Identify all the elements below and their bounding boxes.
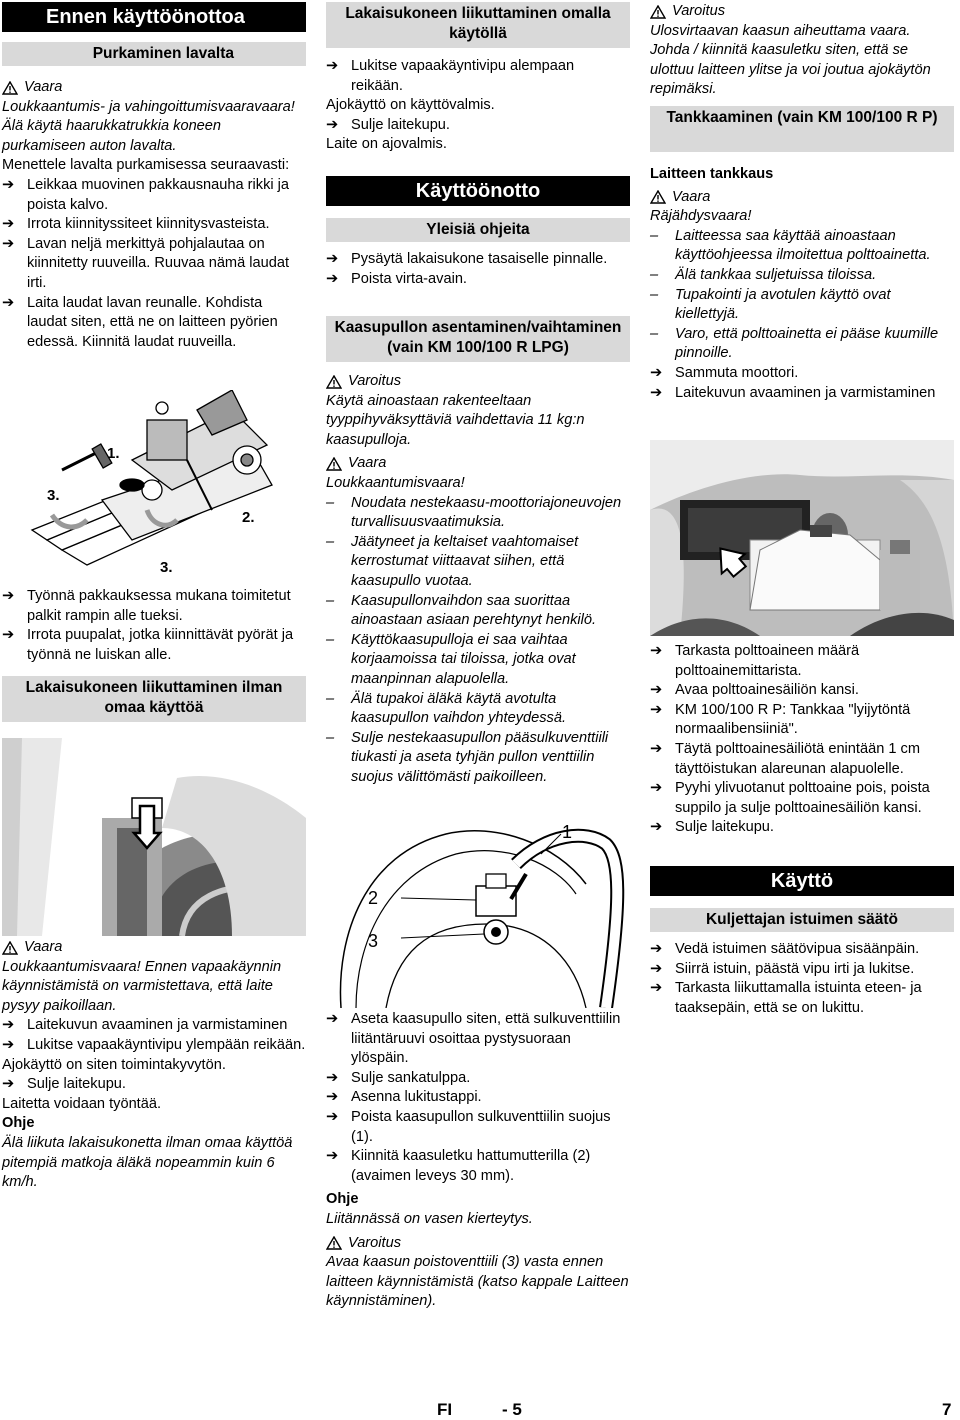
arrow-icon: ➔ (2, 176, 15, 193)
warning-triangle-icon (2, 81, 18, 95)
arrow-icon: ➔ (326, 1089, 339, 1106)
list-item: ➔ Tarkasta polttoaineen määrä polttoainemittarista. (650, 642, 954, 681)
list-item: ➔ Poista virta-avain. (326, 270, 630, 290)
list-item: ➔ Sulje laitekupu. (326, 116, 630, 136)
warning-label: Vaara (24, 939, 63, 955)
heading: Laitteen tankkaus (650, 166, 774, 182)
list-item: – Tupakointi ja avotulen käyttö ovat kiellettyjä. (650, 286, 891, 323)
warning-triangle-icon (326, 375, 342, 389)
warning-text: Ulosvirtaavan kaasun aiheuttama vaara. Johda / kiinnitä kaasuletku siten, että se ulottuu laitteen ylitse ja voi joutua ajokäytön repimäksi. (650, 22, 931, 98)
pallet-unloading-figure (2, 390, 302, 580)
warning-text: Loukkaantumis- ja vahingoittumisvaaravaara! Älä käytä haarukkatrukkia koneen purkamiseen auton lavalta. (2, 98, 295, 154)
arrow-icon: ➔ (650, 819, 663, 836)
warning-triangle-icon (2, 941, 18, 955)
arrow-icon: ➔ (650, 960, 663, 977)
list-item: ➔ Sulje laitekupu. (2, 1075, 306, 1095)
arrow-icon: ➔ (650, 384, 663, 401)
footer-language: FI (437, 1400, 453, 1419)
warning-text: Räjähdysvaara! (650, 208, 752, 225)
figure-label: 1. (107, 445, 120, 462)
warning-label: Vaara (24, 79, 63, 95)
arrow-icon: ➔ (326, 1108, 339, 1125)
warning-label: Vaara (348, 455, 387, 472)
arrow-icon: ➔ (2, 294, 15, 311)
footer-page: - 5 (502, 1400, 522, 1419)
arrow-icon: ➔ (650, 364, 663, 381)
freewheel-lever-photo (2, 738, 306, 936)
arrow-icon: ➔ (326, 1069, 339, 1086)
arrow-icon: ➔ (326, 251, 339, 267)
list-item: – Varo, että polttoainetta ei pääse kuumille pinnoille. (650, 325, 939, 362)
list-item: ➔ Pysäytä lakaisukone tasaiselle pinnalle. (326, 250, 630, 270)
subsection-title: Kaasupullon asentaminen/vaihtaminen (vain KM 100/100 R LPG) (326, 316, 630, 362)
list-item: ➔ Täytä polttoainesäiliötä enintään 1 cm täyttöistukan alareunan alapuolelle. (650, 740, 954, 779)
list-item: ➔ KM 100/100 R P: Tankkaa "lyijytöntä normaalibensiiniä". (650, 701, 954, 740)
subsection-title: Lakaisukoneen liikuttaminen omalla käytöllä (326, 2, 630, 48)
arrow-icon: ➔ (326, 1148, 339, 1165)
list-item: – Laitteessa saa käyttää ainoastaan käyttöohjeessa ilmoitettua polttoainetta. (650, 227, 931, 264)
gas-bottle-valve-figure (326, 814, 630, 1008)
list-item: ➔ Laitekuvun avaaminen ja varmistaminen (650, 384, 954, 404)
arrow-icon: ➔ (326, 58, 339, 74)
list-item: ➔ Pyyhi ylivuotanut polttoaine pois, poista suppilo ja sulje polttoainesäiliön kansi. (650, 779, 954, 818)
list-item: ➔ Laitekuvun avaaminen ja varmistaminen (2, 1016, 306, 1036)
arrow-icon: ➔ (650, 682, 663, 699)
arrow-icon: ➔ (650, 780, 663, 797)
list-item: – Älä tupakoi äläkä käytä avotulta kaasupullon vaihdon yhteydessä. (326, 690, 567, 727)
subsection-title: Lakaisukoneen liikuttaminen ilman omaa käyttöä (2, 676, 306, 722)
figure-label: 1 (562, 822, 573, 842)
list-item: – Jäätyneet ja keltaiset vaahtomaiset kerrostumat viittaavat siihen, että kaasupullo vuotaa. (326, 533, 579, 589)
arrow-icon: ➔ (650, 701, 663, 718)
section-title: Käyttöönotto (326, 176, 630, 206)
section-title: Käyttö (650, 866, 954, 896)
list-item: ➔ Sammuta moottori. (650, 364, 954, 384)
intro-text: Menettele lavalta purkamisessa seuraavasti: (2, 157, 290, 174)
warning-label: Varoitus (348, 373, 401, 389)
list-item: – Kaasupullonvaihdon saa suorittaa ainoastaan asiaan perehtynyt henkilö. (326, 592, 597, 629)
list-item: ➔ Lukitse vapaakäyntivipu alempaan reikään. (326, 57, 630, 96)
footer-page-number: 7 (942, 1400, 952, 1419)
arrow-icon: ➔ (2, 627, 15, 644)
list-item: ➔ Lavan neljä merkittyä pohjalautaa on kiinnitetty ruuveilla. Ruuvaa nämä laudat irti. (2, 235, 306, 294)
figure-label: 3. (160, 559, 173, 576)
list-item: ➔ Irrota kiinnityssiteet kiinnitysvasteista. (2, 215, 306, 235)
arrow-icon: ➔ (650, 941, 663, 957)
list-item: ➔ Työnnä pakkauksessa mukana toimitetut palkit rampin alle tueksi. (2, 587, 306, 626)
list-item: – Noudata nestekaasu-moottoriajoneuvojen turvallisuusvaatimuksia. (326, 494, 622, 531)
figure-label: 3 (368, 931, 379, 951)
status-text: Ajokäyttö on siten toimintakyvytön. (2, 1056, 226, 1073)
warning-label: Vaara (672, 188, 711, 205)
status-text: Ajokäyttö on käyttövalmis. (326, 97, 495, 114)
warning-text: Käytä ainoastaan rakenteeltaan tyyppihyväksyttäviä vaihdettavia 11 kg:n kaasupulloja. (326, 392, 585, 448)
arrow-icon: ➔ (326, 116, 339, 133)
list-item: – Sulje nestekaasupullon pääsulkuventtiili tiukasti ja aseta tyhjän pullon venttiilin suojus välittömästi paikoilleen. (326, 729, 609, 785)
arrow-icon: ➔ (2, 588, 15, 604)
arrow-icon: ➔ (2, 1017, 15, 1034)
figure-label: 3. (47, 487, 60, 504)
status-text: Laitetta voidaan työntää. (2, 1095, 162, 1112)
arrow-icon: ➔ (2, 1036, 15, 1053)
list-item: – Älä tankkaa suljetuissa tiloissa. (650, 266, 877, 283)
note-text: Älä liikuta lakaisukonetta ilman omaa käyttöä pitempiä matkoja äläkä nopeammin kuin 6 km/h. (2, 1134, 293, 1191)
arrow-icon: ➔ (2, 1076, 15, 1093)
subsection-title: Yleisiä ohjeita (326, 218, 630, 242)
warning-triangle-icon (326, 457, 342, 471)
warning-text: Loukkaantumisvaara! Ennen vapaakäynnin käynnistämistä on varmistettava, että laite pysyy paikoillaan. (2, 958, 282, 1014)
subsection-title: Kuljettajan istuimen säätö (650, 908, 954, 932)
warning-triangle-icon (650, 5, 666, 19)
warning-triangle-icon (326, 1236, 342, 1250)
note-label: Ohje (2, 1115, 35, 1132)
figure-label: 2 (368, 888, 379, 908)
engine-compartment-photo (650, 440, 954, 636)
subsection-title: Purkaminen lavalta (2, 42, 306, 66)
list-item: ➔ Irrota puupalat, jotka kiinnittävät pyörät ja työnnä ne luiskan alle. (2, 626, 306, 665)
list-item: ➔ Vedä istuimen säätövipua sisäänpäin. (650, 940, 954, 960)
arrow-icon: ➔ (650, 980, 663, 997)
list-item: ➔ Laita laudat lavan reunalle. Kohdista laudat siten, että ne on laitteen pyörien edessä. Kiinnitä laudat ruuveilla. (2, 294, 306, 353)
list-item: ➔ Asenna lukitustappi. (326, 1088, 630, 1108)
list-item: ➔ Lukitse vapaakäyntivipu ylempään reikään. (2, 1036, 306, 1056)
list-item: ➔ Poista kaasupullon sulkuventtiilin suojus (1). (326, 1108, 630, 1147)
note-label: Ohje (326, 1191, 359, 1208)
warning-block (2, 78, 306, 352)
arrow-icon: ➔ (326, 1011, 339, 1027)
arrow-icon: ➔ (2, 216, 15, 233)
arrow-icon: ➔ (326, 270, 339, 287)
warning-triangle-icon (650, 190, 666, 204)
list-item: – Käyttökaasupulloja ei saa vaihtaa korjaamoissa tai tiloissa, jotka ovat maanpinnan alapuolella. (326, 631, 576, 687)
list-item: ➔ Tarkasta liikuttamalla istuinta eteen- ja taaksepäin, että se on lukittu. (650, 979, 954, 1018)
list-item: ➔ Avaa polttoainesäiliön kansi. (650, 681, 954, 701)
arrow-icon: ➔ (650, 643, 663, 659)
list-item: ➔ Leikkaa muovinen pakkausnauha rikki ja poista kalvo. (2, 176, 306, 215)
note-text: Liitännässä on vasen kierteytys. (326, 1210, 533, 1227)
warning-label: Varoitus (672, 3, 725, 19)
list-item: ➔ Sulje laitekupu. (650, 818, 954, 838)
list-item: ➔ Kiinnitä kaasuletku hattumutterilla (2) (avaimen leveys 30 mm). (326, 1147, 630, 1186)
warning-text: Avaa kaasun poistoventtiili (3) vasta ennen laitteen käynnistämistä (katso kappale Laitteen käynnistäminen). (326, 1254, 629, 1310)
subsection-title: Tankkaaminen (vain KM 100/100 R P) (650, 106, 954, 152)
section-title: Ennen käyttöönottoa (2, 2, 306, 32)
list-item: ➔ Aseta kaasupullo siten, että sulkuventtiilin liitäntäruuvi osoittaa pystysuoraan ylöspäin. (326, 1010, 630, 1069)
figure-label: 2. (242, 509, 255, 526)
warning-text: Loukkaantumisvaara! (326, 474, 465, 491)
list-item: ➔ Siirrä istuin, päästä vipu irti ja lukitse. (650, 960, 954, 980)
list-item: ➔ Sulje sankatulppa. (326, 1069, 630, 1089)
arrow-icon: ➔ (650, 740, 663, 757)
warning-label: Varoitus (348, 1234, 401, 1251)
status-text: Laite on ajovalmis. (326, 136, 447, 153)
arrow-icon: ➔ (2, 235, 15, 252)
